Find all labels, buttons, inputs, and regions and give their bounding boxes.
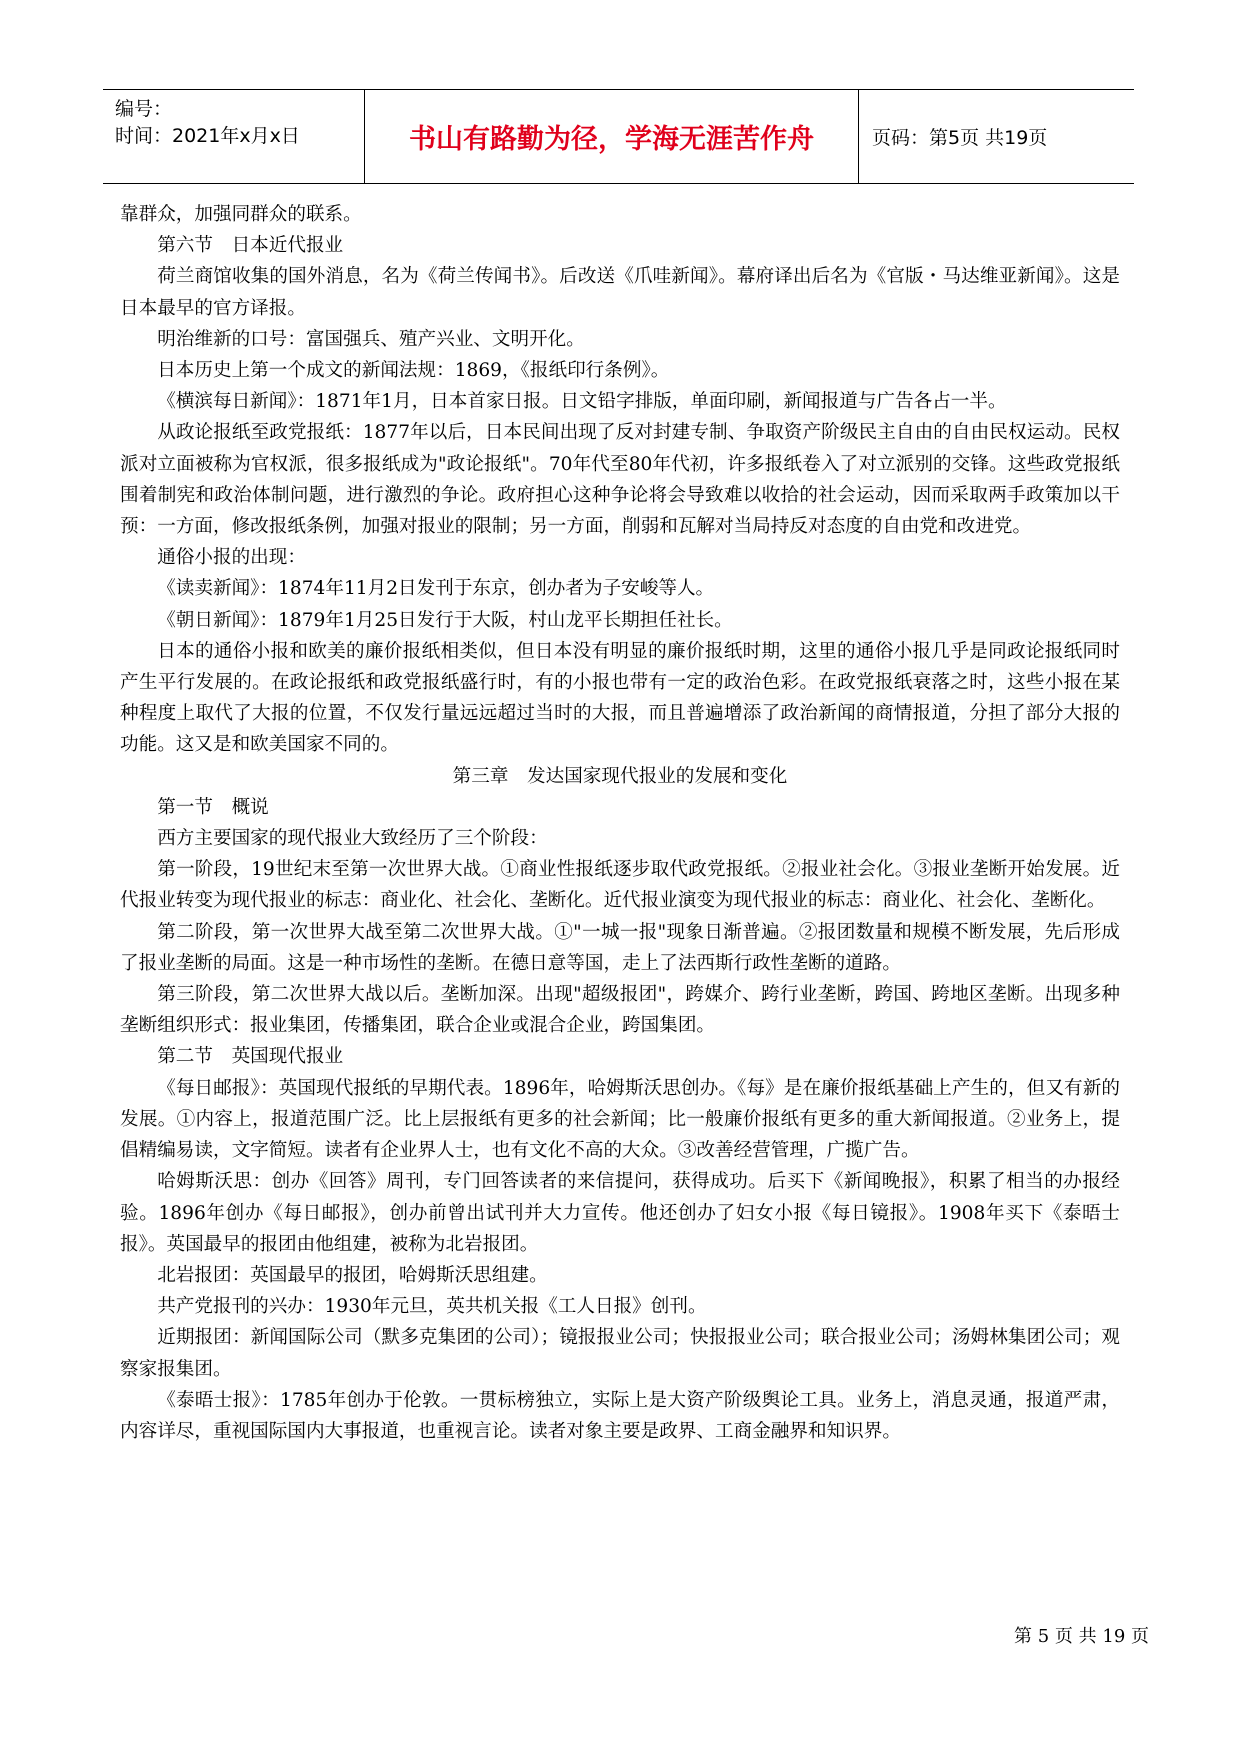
header-time-label: 时间：2021年x月x日 [115, 125, 300, 147]
header-motto: 书山有路勤为径，学海无涯苦作舟 [365, 90, 859, 183]
header-page-label: 页码：第5页 共19页 [872, 127, 1048, 149]
paragraph: 明治维新的口号：富国强兵、殖产兴业、文明开化。 [157, 328, 585, 350]
paragraph: 第三阶段，第二次世界大战以后。垄断加深。出现"超级报团"，跨媒介、跨行业垄断，跨国、跨地区垄断。出现多种垄断组织形式：报业集团，传播集团，联合企业或混合企业，跨国集团。 [120, 984, 1120, 1037]
paragraph: 《横滨每日新闻》：1871年1月，日本首家日报。日文铅字排版，单面印刷，新闻报道与广告各占一半。 [157, 391, 1007, 413]
paragraph: 《每日邮报》：英国现代报纸的早期代表。1896年，哈姆斯沃思创办。《每》是在廉价报纸基础上产生的，但又有新的发展。①内容上，报道范围广泛。比上层报纸有更多的社会新闻；比一般廉价报纸有更多的重大新闻报道。②业务上，提倡精编易读，文字简短。读者有企业界人士，也有文化不高的大众。③改善经营管理，广揽广告。 [120, 1077, 1120, 1162]
section-heading: 第一节 概说 [157, 796, 269, 818]
page-footer: 第 5 页 共 19 页 [1014, 1626, 1149, 1647]
paragraph: 第二阶段，第一次世界大战至第二次世界大战。①"一城一报"现象日渐普遍。②报团数量和规模不断发展，先后形成了报业垄断的局面。这是一种市场性的垄断。在德日意等国，走上了法西斯行政性垄断的道路。 [120, 921, 1120, 974]
document-body [120, 199, 1120, 1447]
paragraph: 通俗小报的出现： [157, 547, 306, 569]
paragraph: 《读卖新闻》：1874年11月2日发刊于东京，创办者为子安峻等人。 [157, 578, 715, 600]
document-header [103, 89, 1134, 184]
chapter-heading: 第三章 发达国家现代报业的发展和变化 [452, 765, 788, 787]
paragraph: 《朝日新闻》：1879年1月25日发行于大阪，村山龙平长期担任社长。 [157, 609, 733, 631]
paragraph: 哈姆斯沃思：创办《回答》周刊，专门回答读者的来信提问，获得成功。后买下《新闻晚报》，积累了相当的办报经验。1896年创办《每日邮报》，创办前曾出试刊并大力宣传。他还创办了妇女小报《每日镜报》。1908年买下《泰晤士报》。英国最早的报团由他组建，被称为北岩报团。 [120, 1171, 1120, 1255]
paragraph: 共产党报刊的兴办：1930年元旦，英共机关报《工人日报》创刊。 [157, 1296, 707, 1318]
paragraph: 第一阶段，19世纪末至第一次世界大战。①商业性报纸逐步取代政党报纸。②报业社会化。③报业垄断开始发展。近代报业转变为现代报业的标志：商业化、社会化、垄断化。近代报业演变为现代报业的标志：商业化、社会化、垄断化。 [120, 859, 1120, 912]
section-heading: 第二节 英国现代报业 [157, 1046, 344, 1068]
paragraph: 近期报团：新闻国际公司（默多克集团的公司）；镜报报业公司；快报报业公司；联合报业公司；汤姆林集团公司；观察家报集团。 [120, 1327, 1120, 1380]
paragraph: 靠群众，加强同群众的联系。 [120, 204, 362, 225]
section-heading: 第六节 日本近代报业 [157, 235, 344, 257]
paragraph: 《泰晤士报》：1785年创办于伦敦。一贯标榜独立，实际上是大资产阶级舆论工具。业务上，消息灵通，报道严肃，内容详尽，重视国际国内大事报道，也重视言论。读者对象主要是政界、工商金融界和知识界。 [120, 1389, 1120, 1442]
paragraph: 荷兰商馆收集的国外消息，名为《荷兰传闻书》。后改送《爪哇新闻》。幕府译出后名为《官版・马达维亚新闻》。这是日本最早的官方译报。 [120, 266, 1120, 319]
paragraph: 西方主要国家的现代报业大致经历了三个阶段： [157, 828, 548, 850]
paragraph: 北岩报团：英国最早的报团，哈姆斯沃思组建。 [157, 1264, 548, 1286]
paragraph: 日本历史上第一个成文的新闻法规：1869，《报纸印行条例》。 [157, 360, 670, 382]
header-meta [103, 90, 365, 183]
header-number-label: 编号： [115, 98, 173, 120]
paragraph: 从政论报纸至政党报纸：1877年以后，日本民间出现了反对封建专制、争取资产阶级民主自由的自由民权运动。民权派对立面被称为官权派，很多报纸成为"政论报纸"。70年代至80年代初，许多报纸卷入了对立派别的交锋。这些政党报纸围着制宪和政治体制问题，进行激烈的争论。政府担心这种争论将会导致难以收拾的社会运动，因而采取两手政策加以干预：一方面，修改报纸条例，加强对报业的限制；另一方面，削弱和瓦解对当局持反对态度的自由党和改进党。 [120, 422, 1120, 538]
paragraph: 日本的通俗小报和欧美的廉价报纸相类似，但日本没有明显的廉价报纸时期，这里的通俗小报几乎是同政论报纸同时产生平行发展的。在政论报纸和政党报纸盛行时，有的小报也带有一定的政治色彩。在政党报纸衰落之时，这些小报在某种程度上取代了大报的位置，不仅发行量远远超过当时的大报，而且普遍增添了政治新闻的商情报道，分担了部分大报的功能。这又是和欧美国家不同的。 [120, 640, 1120, 756]
